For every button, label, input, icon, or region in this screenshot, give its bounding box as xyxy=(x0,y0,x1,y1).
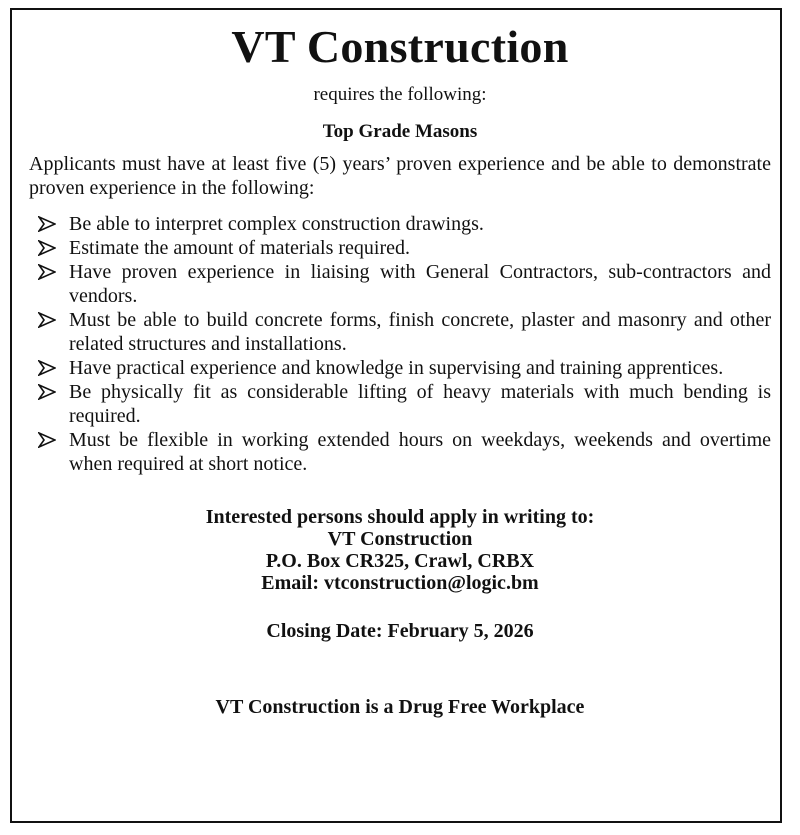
apply-company-name: VT Construction xyxy=(327,528,473,550)
list-item xyxy=(29,236,771,260)
job-advertisement xyxy=(29,18,771,718)
company-title: VT Construction xyxy=(231,21,569,72)
requirement-text: Be physically fit as considerable lifting of heavy materials with much bending is required. xyxy=(69,381,771,427)
apply-contact-block xyxy=(29,506,771,594)
position-title: Top Grade Masons xyxy=(322,121,478,142)
arrowhead-bullet-icon xyxy=(38,240,56,256)
list-item xyxy=(29,428,771,476)
apply-heading: Interested persons should apply in writing to: xyxy=(205,506,595,528)
list-item xyxy=(29,212,771,236)
arrowhead-bullet-icon xyxy=(38,264,56,280)
apply-email: Email: vtconstruction@logic.bm xyxy=(261,572,539,594)
requirement-text: Have practical experience and knowledge in supervising and training apprentices. xyxy=(69,357,724,379)
list-item xyxy=(29,380,771,428)
apply-address: P.O. Box CR325, Crawl, CRBX xyxy=(265,550,535,572)
arrowhead-bullet-icon xyxy=(38,360,56,376)
list-item xyxy=(29,356,771,380)
requirement-text: Have proven experience in liaising with General Contractors, sub-contractors and vendors. xyxy=(69,261,771,307)
subtitle: requires the following: xyxy=(313,84,487,105)
requirement-text: Estimate the amount of materials required. xyxy=(69,237,410,259)
requirement-text: Must be able to build concrete forms, finish concrete, plaster and masonry and other related structures and installations. xyxy=(69,309,771,355)
requirements-list xyxy=(29,212,771,476)
requirement-text: Must be flexible in working extended hours on weekdays, weekends and overtime when required at short notice. xyxy=(69,429,771,475)
footer-note: VT Construction is a Drug Free Workplace xyxy=(215,696,585,718)
arrowhead-bullet-icon xyxy=(38,216,56,232)
arrowhead-bullet-icon xyxy=(38,432,56,448)
requirement-text: Be able to interpret complex construction drawings. xyxy=(69,213,484,235)
closing-date: Closing Date: February 5, 2026 xyxy=(266,620,534,642)
intro-paragraph: Applicants must have at least five (5) years’ proven experience and be able to demonstrate proven experience in the following: xyxy=(29,153,771,199)
arrowhead-bullet-icon xyxy=(38,312,56,328)
arrowhead-bullet-icon xyxy=(38,384,56,400)
list-item xyxy=(29,308,771,356)
list-item xyxy=(29,260,771,308)
